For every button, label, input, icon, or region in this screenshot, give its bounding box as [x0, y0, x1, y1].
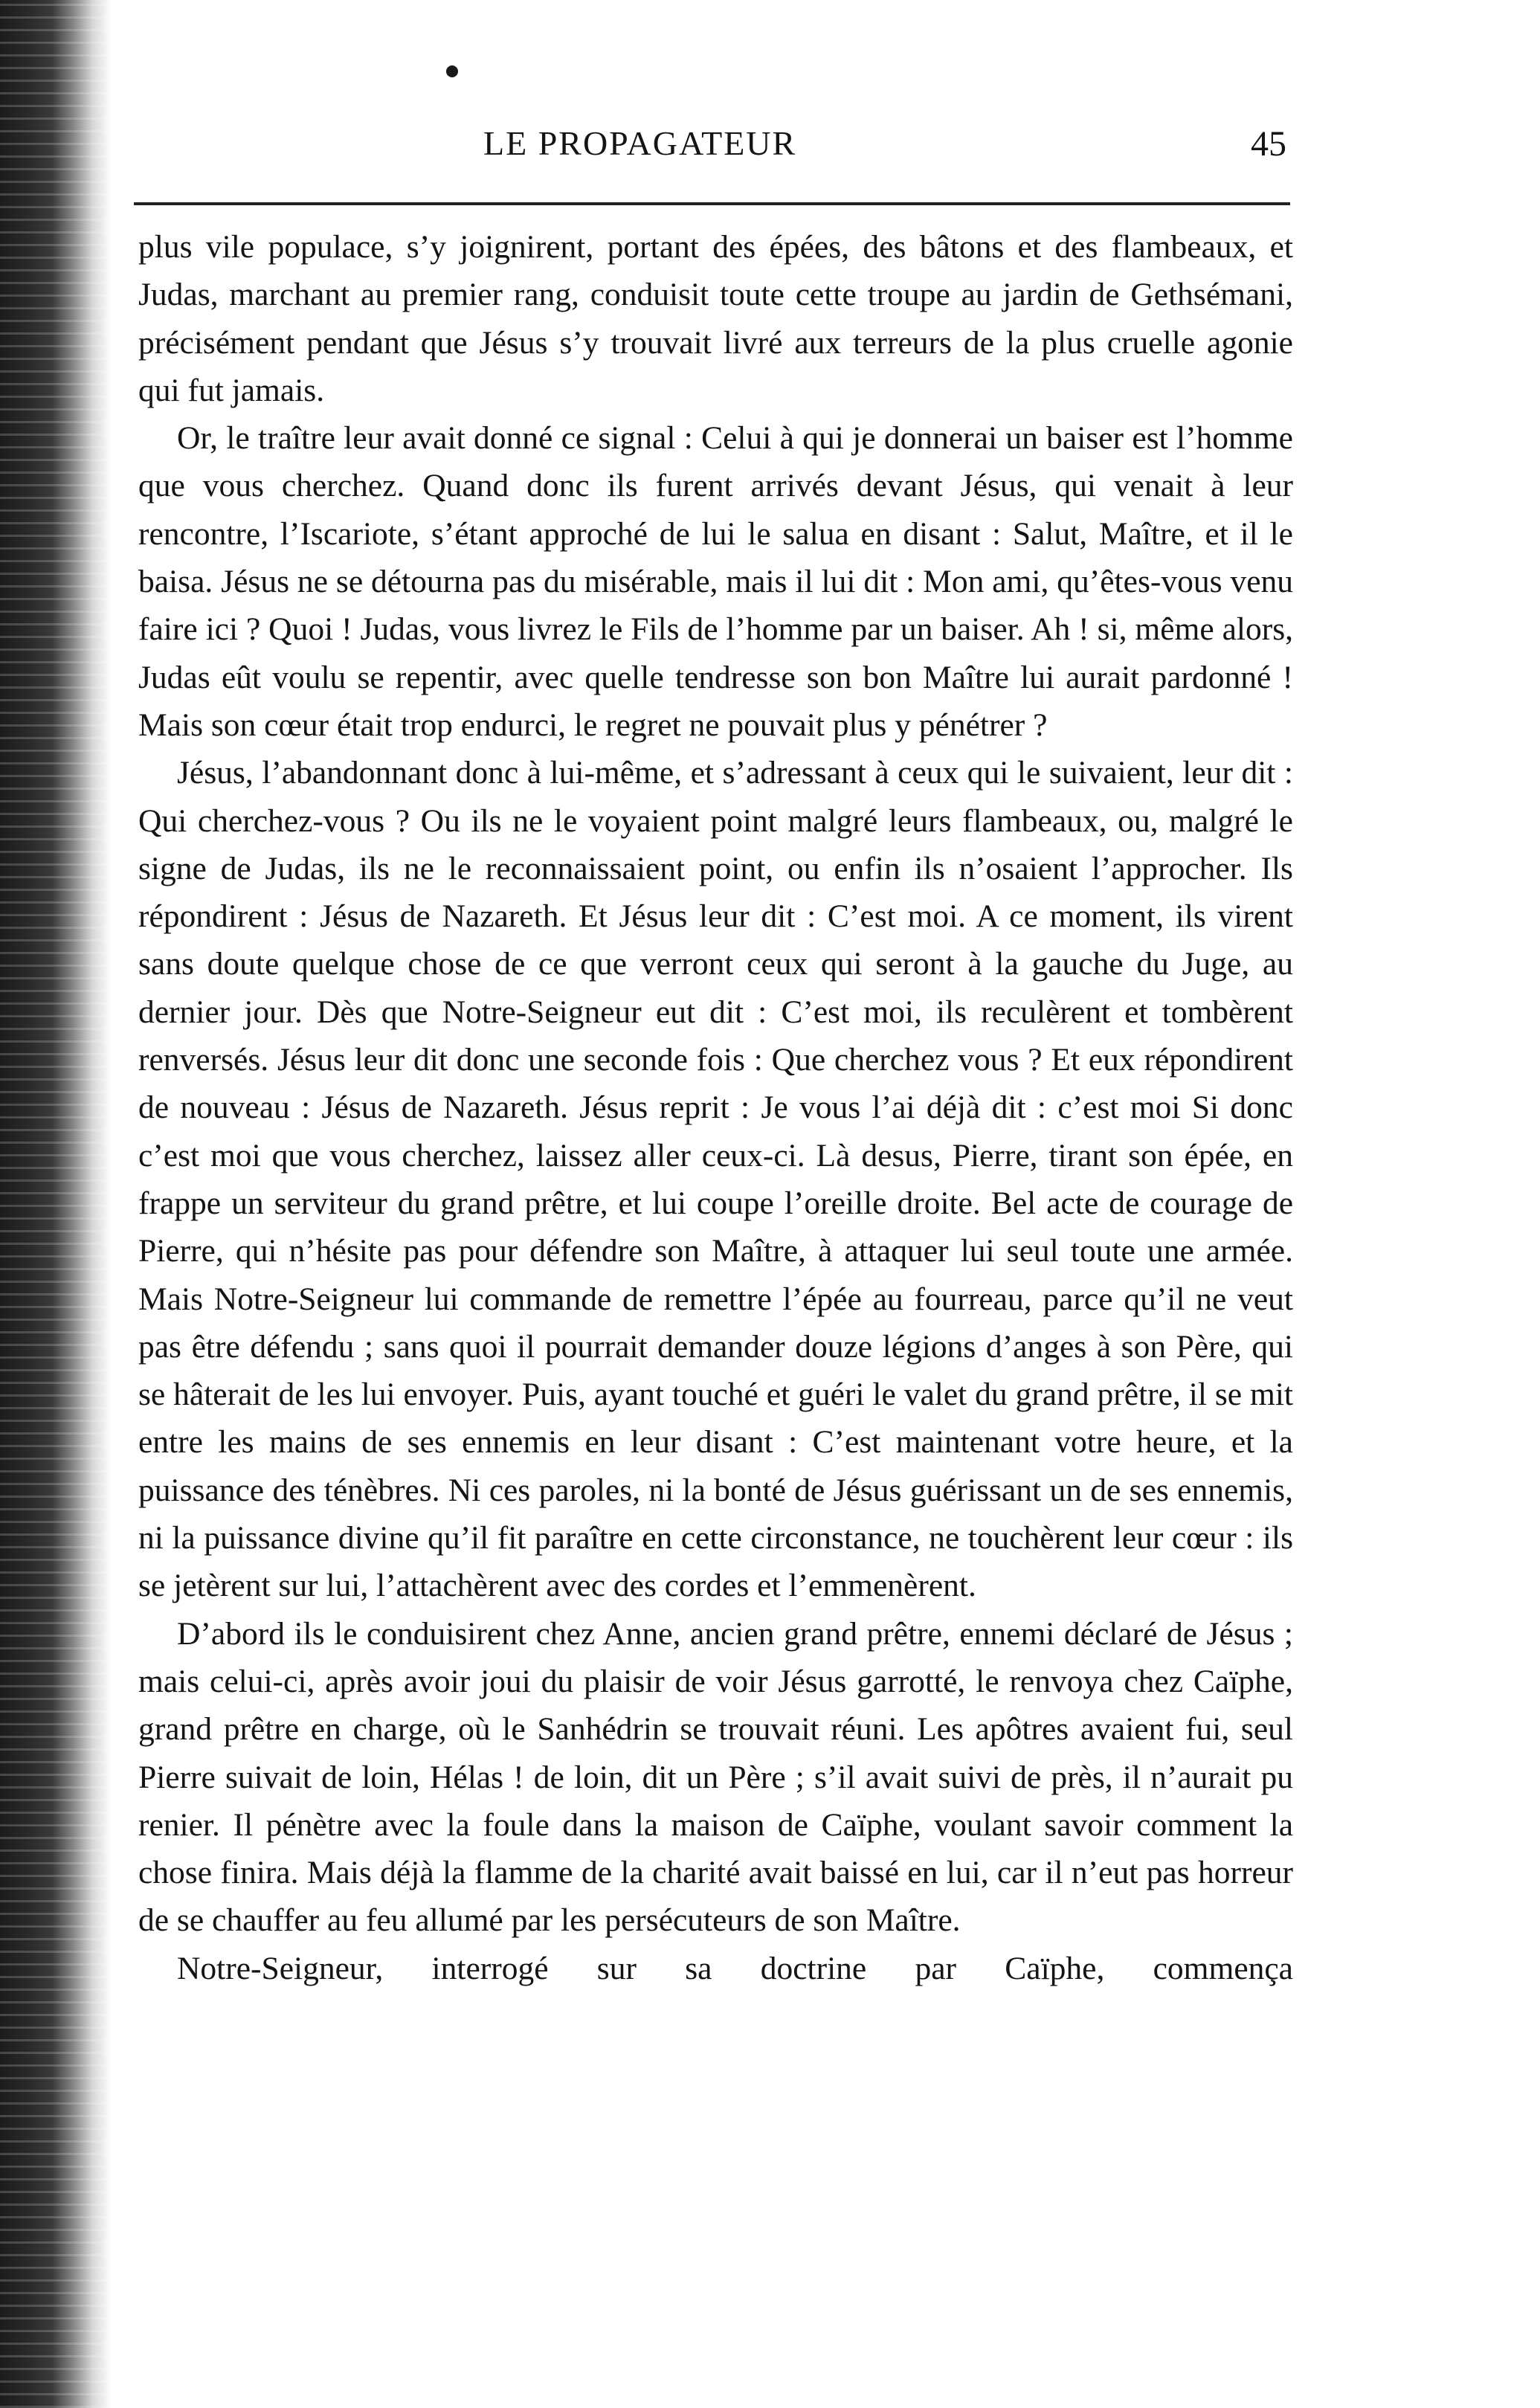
scan-texture: [0, 0, 112, 2408]
page-header: [141, 119, 1286, 171]
paragraph-3: Jésus, l’abandonnant donc à lui-même, et s’adressant à ceux qui le suivaient, leur dit : Qui cherchez-vous ? Ou ils ne le voyaient point malgré leurs flambeaux, ou, malgré le signe de Judas, ils ne le reconnaissaient point, ou enfin ils n’osaient l’approcher. Ils répondirent : Jésus de Nazareth. Et Jésus leur dit : C’est moi. A ce moment, ils virent sans doute quelque chose de ce que verront ceux qui seront à la gauche du Juge, au dernier jour. Dès que Notre-Seigneur eut dit : C’est moi, ils reculèrent et tombèrent renversés. Jésus leur dit donc une seconde fois : Que cherchez vous ? Et eux répondirent de nouveau : Jésus de Nazareth. Jésus reprit : Je vous l’ai déjà dit : c’est moi Si donc c’est moi que vous cherchez, laissez aller ceux-ci. Là desus, Pierre, tirant son épée, en frappe un serviteur du grand prêtre, et lui coupe l’oreille droite. Bel acte de courage de Pierre, qui n’hésite pas pour défendre son Maître, à attaquer lui seul toute une armée. Mais Notre-Seigneur lui commande de remettre l’épée au fourreau, parce qu’il ne veut pas être défendu ; sans quoi il pourrait demander douze légions d’anges à son Père, qui se hâterait de les lui envoyer. Puis, ayant touché et guéri le valet du grand prêtre, il se mit entre les mains de ses ennemis en leur disant : C’est maintenant votre heure, et la puissance des ténèbres. Ni ces paroles, ni la bonté de Jésus guérissant un de ses ennemis, ni la puissance divine qu’il fit paraître en cette circonstance, ne touchèrent leur cœur : ils se jetèrent sur lui, l’attachèrent avec des cordes et l’emmenèrent.: [138, 755, 1293, 1604]
body-text: [138, 223, 1293, 1992]
running-title: LE PROPAGATEUR: [483, 124, 797, 162]
paragraph-2: Or, le traître leur avait donné ce signal : Celui à qui je donnerai un baiser est l’homme que vous cherchez. Quand donc ils furent arrivés devant Jésus, qui venait à leur rencontre, l’Iscariote, s’étant approché de lui le salua en disant : Salut, Maître, et il le baisa. Jésus ne se détourna pas du misérable, mais il lui dit : Mon ami, qu’êtes-vous venu faire ici ? Quoi ! Judas, vous livrez le Fils de l’homme par un baiser. Ah ! si, même alors, Judas eût voulu se repentir, avec quelle tendresse son bon Maître lui aurait pardonné ! Mais son cœur était trop endurci, le regret ne pouvait plus y pénétrer ?: [138, 420, 1293, 743]
ink-dot: [446, 65, 458, 77]
paragraph-1: plus vile populace, s’y joignirent, portant des épées, des bâtons et des flambeaux, et Judas, marchant au premier rang, conduisit toute cette troupe au jardin de Gethsémani, précisément pendant que Jésus s’y trouvait livré aux terreurs de la plus cruelle agonie qui fut jamais.: [138, 229, 1293, 408]
paragraph-5: Notre-Seigneur, interrogé sur sa doctrine par Caïphe, commença: [177, 1950, 1293, 1986]
header-rule: [134, 202, 1290, 205]
page-number: 45: [1251, 124, 1286, 164]
paragraph-4: D’abord ils le conduisirent chez Anne, ancien grand prêtre, ennemi déclaré de Jésus ; mais celui-ci, après avoir joui du plaisir de voir Jésus garrotté, le renvoya chez Caïphe, grand prêtre en charge, où le Sanhédrin se trouvait réuni. Les apôtres avaient fui, seul Pierre suivait de loin, Hélas ! de loin, dit un Père ; s’il avait suivi de près, il n’aurait pu renier. Il pénètre avec la foule dans la maison de Caïphe, voulant savoir comment la chose finira. Mais déjà la flamme de la charité avait baissé en lui, car il n’eut pas horreur de se chauffer au feu allumé par les persécuteurs de son Maître.: [138, 1615, 1293, 1939]
